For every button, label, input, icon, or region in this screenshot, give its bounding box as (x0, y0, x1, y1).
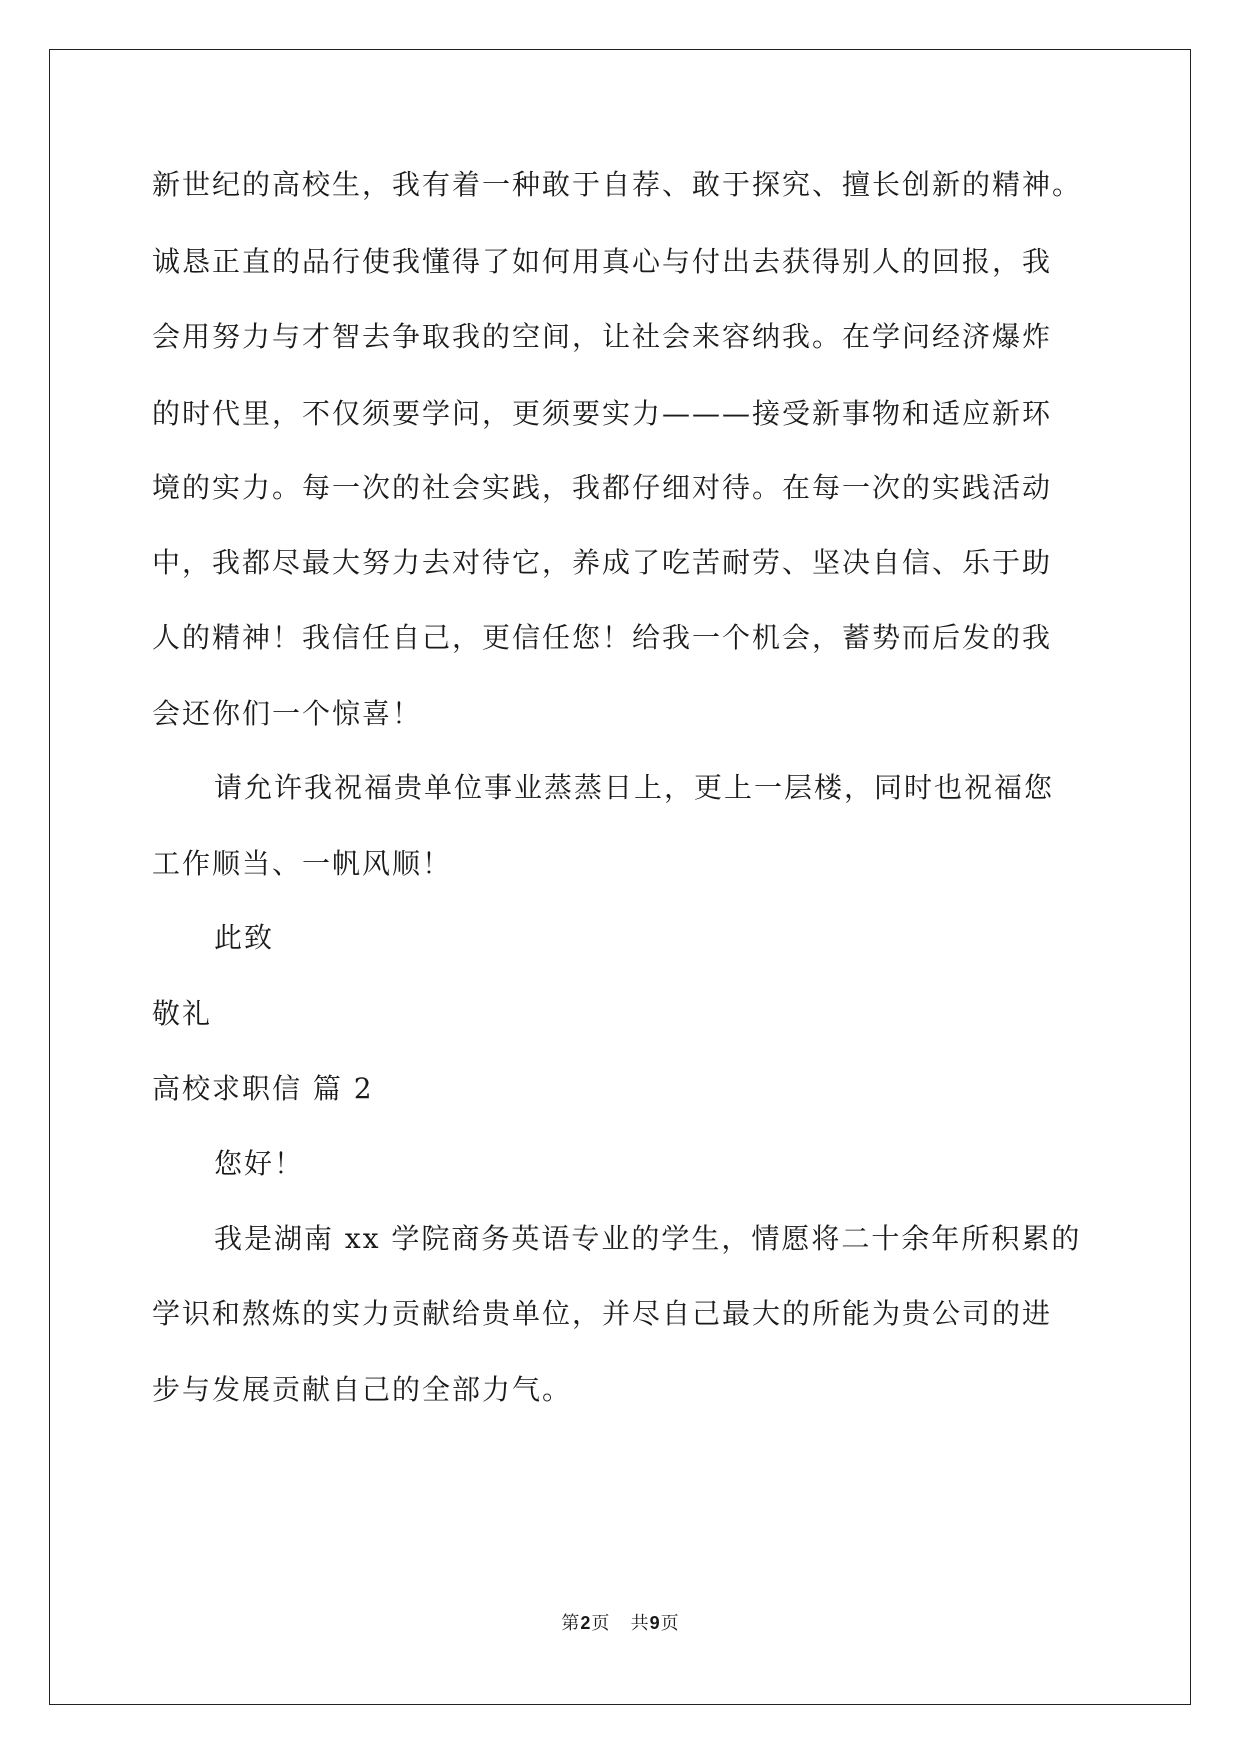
body-line: 学识和熬炼的实力贡献给贵单位，并尽自己最大的所能为贵公司的进 (152, 1297, 1053, 1330)
footer-suffix: 页 (660, 1613, 680, 1634)
footer-middle: 页 共 (591, 1613, 650, 1634)
body-line: 会用努力与才智去争取我的空间，让社会来容纳我。在学问经济爆炸 (152, 320, 1053, 353)
body-line: 的时代里，不仅须要学问，更须要实力———接受新事物和适应新环 (152, 397, 1053, 430)
body-line: 请允许我祝福贵单位事业蒸蒸日上，更上一层楼，同时也祝福您 (214, 771, 1055, 804)
body-line: 诚恳正直的品行使我懂得了如何用真心与付出去获得别人的回报，我 (152, 245, 1053, 278)
body-line: 人的精神！我信任自己，更信任您！给我一个机会，蓄势而后发的我 (152, 621, 1053, 654)
body-line: 我是湖南 xx 学院商务英语专业的学生，情愿将二十余年所积累的 (214, 1222, 1082, 1255)
footer-prefix: 第 (561, 1613, 581, 1634)
closing-regards: 敬礼 (152, 997, 213, 1030)
body-line: 会还你们一个惊喜！ (152, 697, 423, 730)
body-line: 中，我都尽最大努力去对待它，养成了吃苦耐劳、坚决自信、乐于助 (152, 546, 1053, 579)
section-heading: 高校求职信 篇 2 (152, 1072, 374, 1105)
page-number-footer (0, 1612, 1241, 1635)
closing-salutation: 此致 (214, 921, 275, 954)
body-line: 境的实力。每一次的社会实践，我都仔细对待。在每一次的实践活动 (152, 471, 1053, 504)
body-line: 新世纪的高校生，我有着一种敢于自荐、敢于探究、擅长创新的精神。 (152, 168, 1083, 201)
body-line: 工作顺当、一帆风顺！ (152, 847, 453, 880)
total-page-count: 9 (649, 1613, 661, 1633)
current-page-number: 2 (580, 1613, 592, 1633)
body-line: 步与发展贡献自己的全部力气。 (152, 1373, 573, 1406)
greeting: 您好！ (214, 1147, 305, 1180)
